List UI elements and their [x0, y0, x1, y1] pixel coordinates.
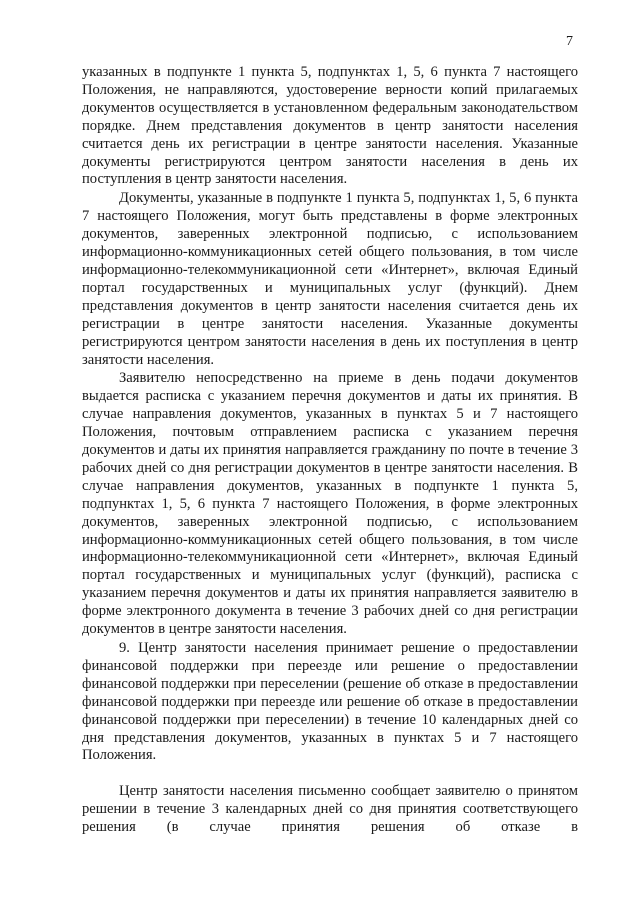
body-text: [82, 64, 578, 837]
paragraph-continuation: указанных в подпункте 1 пункта 5, подпунктах 1, 5, 6 пункта 7 настоящего Положения, не направляются, удостоверение верности копий прилагаемых документов осуществляется в установленном федеральным законодательством порядке. Днем представления документов в центр занятости населения считается день их регистрации в центре занятости населения. Указанные документы регистрируются центром занятости населения в день их поступления в центр занятости населения.: [82, 64, 578, 188]
paragraph-electronic-documents: Документы, указанные в подпункте 1 пункта 5, подпунктах 1, 5, 6 пункта 7 настоящего Положения, могут быть представлены в форме электронных документов, заверенных электронной подписью, с использованием информационно-коммуникационных сетей общего пользования, в том числе информационно-телекоммуникационной сети «Интернет», включая Единый портал государственных и муниципальных услуг (функций). Днем представления документов в центр занятости населения считается день их регистрации в центре занятости населения. Указанные документы регистрируются центром занятости населения в день их поступления в центр занятости населения.: [82, 190, 578, 368]
paragraph-receipt: Заявителю непосредственно на приеме в день подачи документов выдается расписка с указанием перечня документов и даты их принятия. В случае направления документов, указанных в пунктах 5 и 7 настоящего Положения, почтовым отправлением расписка с указанием перечня документов и даты их принятия направляется гражданину по почте в течение 3 рабочих дней со дня регистрации документов в центре занятости населения. В случае направления документов, указанных в подпункте 1 пункта 5, подпунктах 1, 5, 6 пункта 7 настоящего Положения, в форме электронных документов, заверенных электронной подписью, с использованием информационно-коммуникационных сетей общего пользования, в том числе информационно-телекоммуникационной сети «Интернет», включая Единый портал государственных и муниципальных услуг (функций), расписка с указанием перечня документов и даты их принятия направляется заявителю в форме электронного документа в течение 3 рабочих дней со дня регистрации документов в центре занятости населения.: [82, 370, 578, 638]
paragraph-item-9: 9. Центр занятости населения принимает решение о предоставлении финансовой поддержки при переезде или решение о предоставлении финансовой поддержки при переселении (решение об отказе в предоставлении финансовой поддержки при переезде или решение об отказе в предоставлении финансовой поддержки при переселении) в течение 10 календарных дней со дня представления документов, указанных в пунктах 5 и 7 настоящего Положения.: [82, 640, 578, 764]
page-number: 7: [566, 34, 573, 49]
paragraph-notification: Центр занятости населения письменно сообщает заявителю о принятом решении в течение 3 календарных дней со дня принятия соответствующего решения (в случае принятия решения об отказе в: [82, 783, 578, 836]
